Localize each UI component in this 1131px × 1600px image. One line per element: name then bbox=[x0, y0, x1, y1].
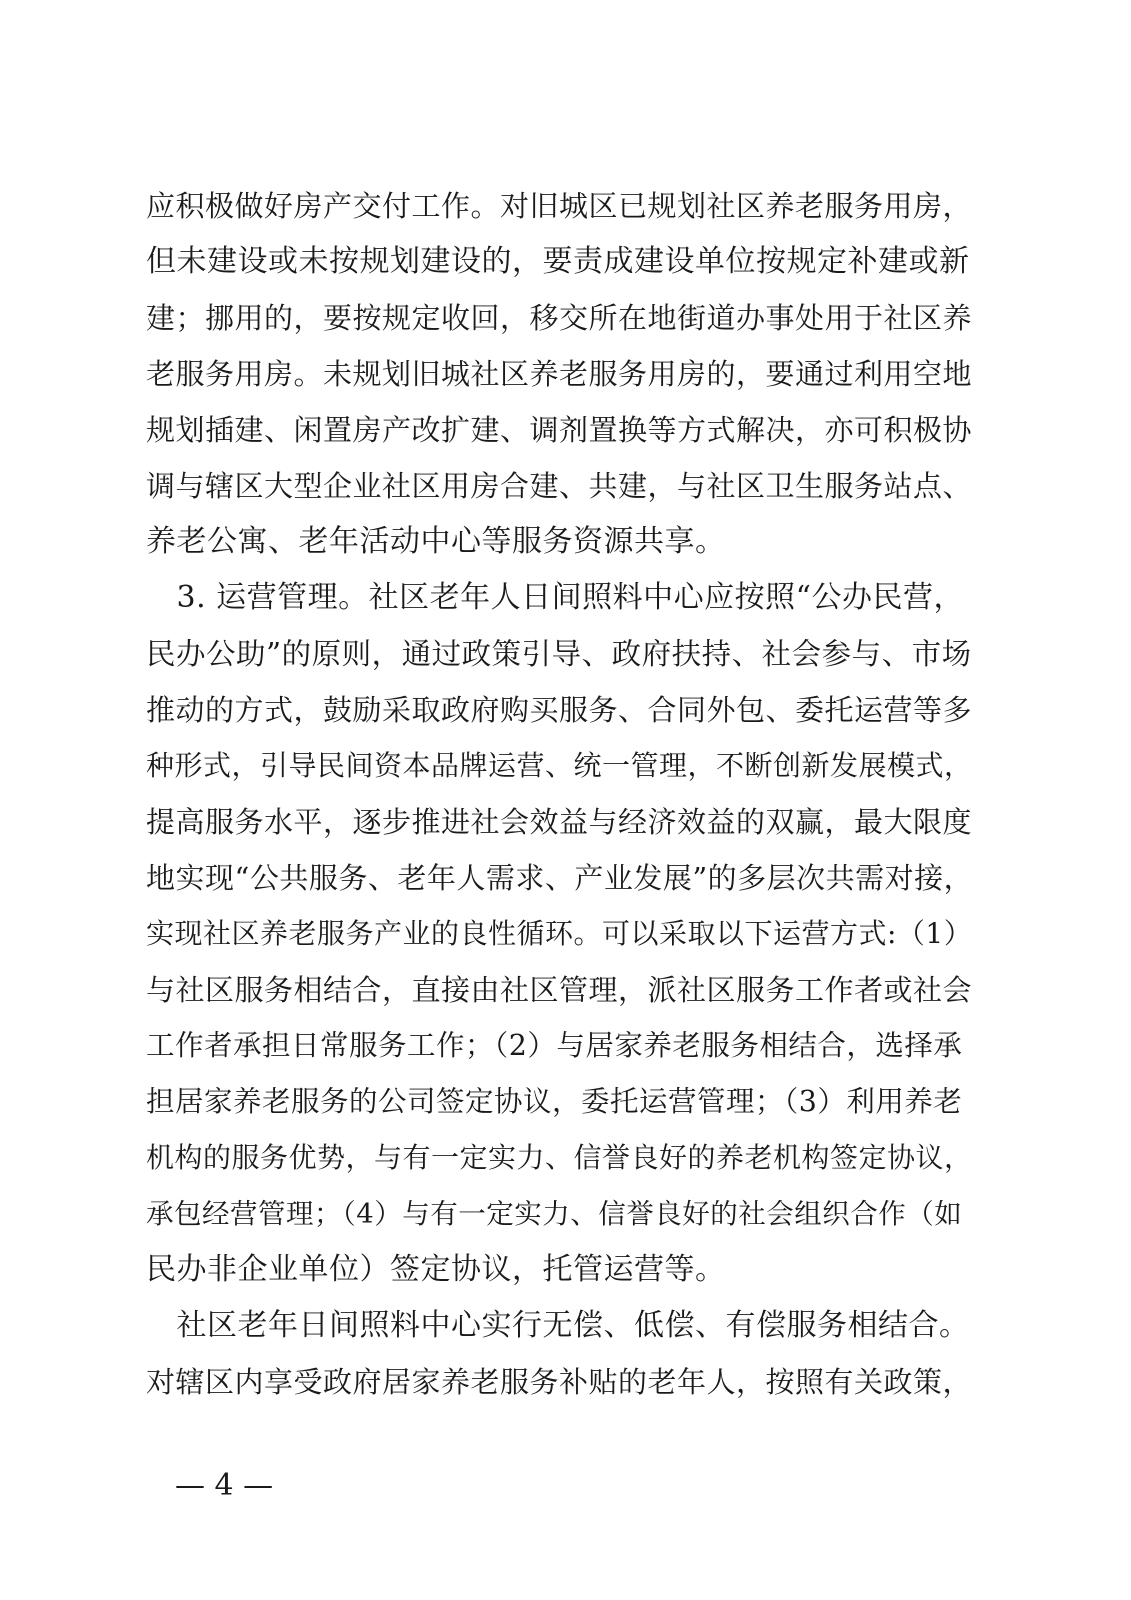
text-line: 地实现“公共服务、老年人需求、产业发展”的多层次共需对接， bbox=[146, 861, 974, 895]
text-line: 3. 运营管理。社区老年人日间照料中心应按照“公办民营， bbox=[146, 580, 964, 615]
document-body bbox=[146, 178, 974, 1410]
text-line: 规划插建、闲置房产改扩建、调剂置换等方式解决，亦可积极协 bbox=[146, 413, 973, 447]
text-line: 种形式，引导民间资本品牌运营、统一管理，不断创新发展模式， bbox=[146, 749, 973, 782]
paragraph-operation-management bbox=[146, 570, 974, 1298]
text-line: 养老公寓、老年活动中心等服务资源共享。 bbox=[146, 524, 726, 559]
text-line: 担居家养老服务的公司签定协议，委托运营管理；（3）利用养老 bbox=[146, 1085, 963, 1118]
text-line: 机构的服务优势，与有一定实力、信誉良好的养老机构签定协议， bbox=[146, 1141, 973, 1174]
text-line: 调与辖区大型企业社区用房合建、共建，与社区卫生服务站点、 bbox=[146, 469, 973, 503]
paragraph-service-charges bbox=[146, 1298, 974, 1410]
text-line: 应积极做好房产交付工作。对旧城区已规划社区养老服务用房， bbox=[146, 189, 973, 223]
text-line: 提高服务水平，逐步推进社会效益与经济效益的双赢，最大限度 bbox=[146, 805, 973, 839]
text-line: 社区老年日间照料中心实行无偿、低偿、有偿服务相结合。 bbox=[146, 1308, 970, 1343]
text-line: 对辖区内享受政府居家养老服务补贴的老年人，按照有关政策， bbox=[146, 1365, 973, 1399]
text-line: 民办非企业单位）签定协议，托管运营等。 bbox=[146, 1252, 726, 1287]
page-number: — 4 — bbox=[175, 1468, 274, 1503]
text-line: 老服务用房。未规划旧城社区养老服务用房的，要通过利用空地 bbox=[146, 357, 973, 391]
text-line: 与社区服务相结合，直接由社区管理，派社区服务工作者或社会 bbox=[146, 973, 973, 1007]
text-line: 实现社区养老服务产业的良性循环。可以采取以下运营方式:（1） bbox=[146, 917, 973, 950]
text-line: 民办公助”的原则，通过政策引导、政府扶持、社会参与、市场 bbox=[146, 637, 972, 671]
text-line: 但未建设或未按规划建设的，要责成建设单位按规定补建或新 bbox=[146, 244, 970, 279]
text-line: 工作者承担日常服务工作；（2）与居家养老服务相结合，选择承 bbox=[146, 1029, 963, 1062]
text-line: 承包经营管理；（4）与有一定实力、信誉良好的社会组织合作（如 bbox=[146, 1198, 963, 1230]
text-line: 推动的方式，鼓励采取政府购买服务、合同外包、委托运营等多 bbox=[146, 693, 973, 727]
text-line: 建；挪用的，要按规定收回，移交所在地街道办事处用于社区养 bbox=[146, 301, 973, 335]
paragraph-housing-delivery bbox=[146, 178, 974, 570]
